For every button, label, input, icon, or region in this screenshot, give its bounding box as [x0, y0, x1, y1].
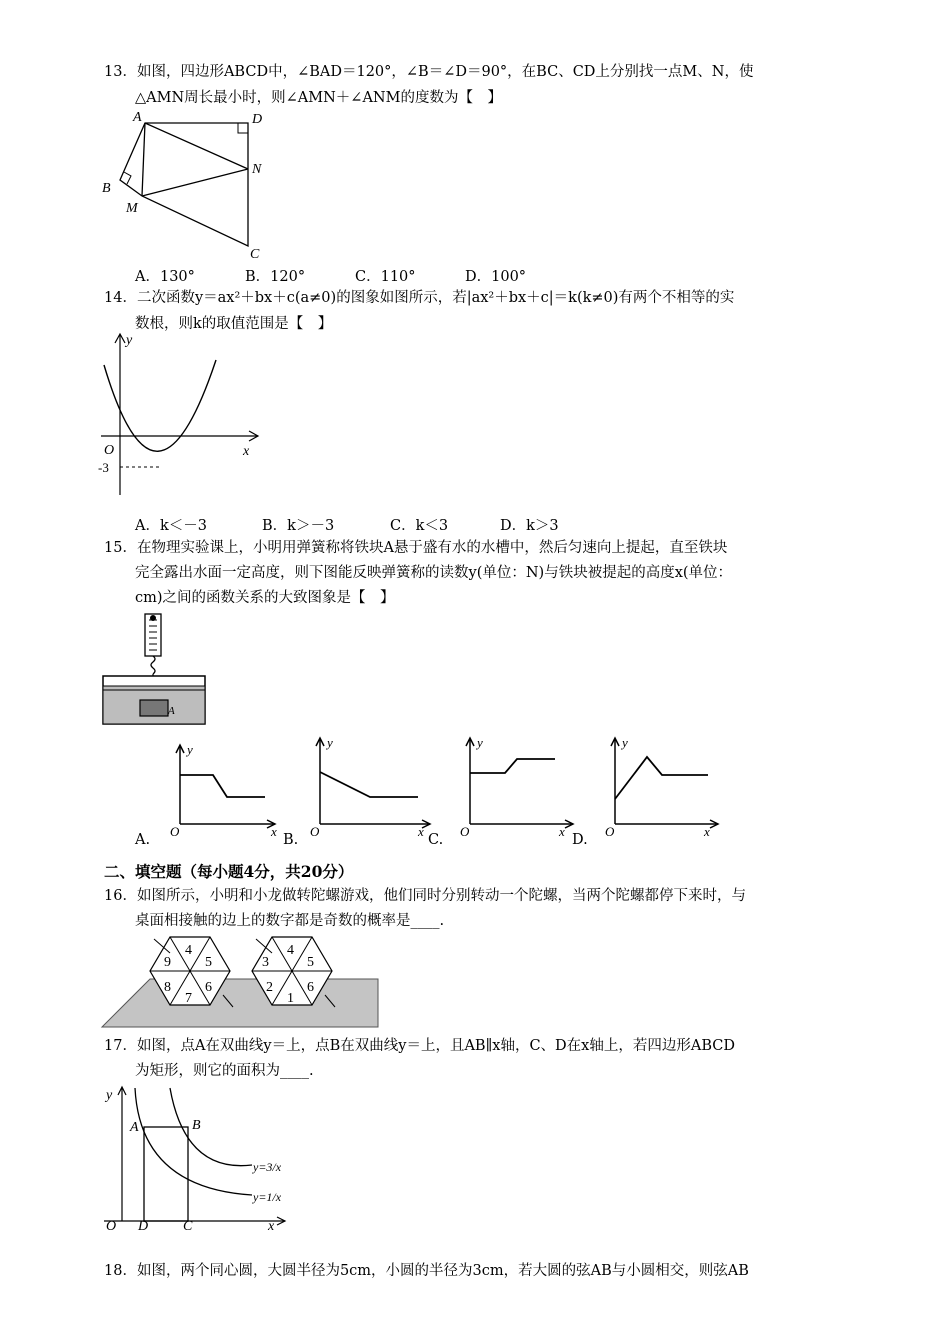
q18-line1: 18．如图，两个同心圆，大圆半径为5cm，小圆的半径为3cm，若大圆的弦AB与小圆相交，则弦AB	[104, 1263, 749, 1279]
q14-option-b: B．k＞－3	[262, 518, 335, 534]
q15-graph-b	[305, 735, 435, 837]
q13-label-a: A	[133, 110, 142, 125]
q16-top2-1: 1	[287, 991, 294, 1006]
svg-text:A: A	[168, 705, 175, 717]
q17-label-c: C	[183, 1219, 193, 1234]
q15-graph-d-x: x	[704, 824, 710, 839]
q15-graph-c-x: x	[559, 824, 565, 839]
q16-top2-3: 3	[262, 955, 269, 970]
q16-top1-9: 9	[164, 955, 171, 970]
q15-graph-a-o: O	[170, 824, 180, 839]
q14-line1: 14．二次函数y＝ax²＋bx＋c(a≠0)的图象如图所示，若|ax²＋bx＋c|＝k(k≠0)有两个不相等的实	[104, 290, 735, 306]
q13-label-n: N	[252, 162, 262, 177]
q13-label-b: B	[102, 181, 111, 196]
q13-option-d: D．100°	[465, 269, 527, 285]
q15-option-c: C.	[428, 832, 444, 848]
q13-option-a: A．130°	[135, 269, 195, 285]
q17-hyperbola-figure	[100, 1083, 300, 1238]
q17-line2: 为矩形，则它的面积为____.	[135, 1063, 314, 1079]
q16-top2-6: 6	[307, 980, 314, 995]
q17-label-y: y	[106, 1088, 113, 1103]
q15-graph-d-o: O	[605, 824, 615, 839]
q15-graph-b-y: y	[327, 735, 333, 750]
q13-option-c: C．110°	[355, 269, 416, 285]
q15-graph-c-o: O	[460, 824, 470, 839]
q15-line2: 完全露出水面一定高度，则下图能反映弹簧称的读数y(单位：N)与铁块被提起的高度x(单位：	[135, 565, 733, 581]
q13-line2: △AMN周长最小时，则∠AMN＋∠ANM的度数为【 】	[135, 90, 502, 106]
q17-label-b: B	[192, 1118, 201, 1133]
q17-curve-label-1x: y=1/x	[253, 1190, 282, 1204]
q15-line1: 15．在物理实验课上，小明用弹簧称将铁块A悬于盛有水的水槽中，然后匀速向上提起，直至铁块	[104, 540, 728, 556]
q15-option-d: D.	[572, 832, 588, 848]
q16-top1-7: 7	[185, 991, 192, 1006]
q15-option-b: B.	[283, 832, 299, 848]
q14-line2: 数根，则k的取值范围是【 】	[135, 316, 333, 332]
q15-graph-a	[165, 742, 280, 837]
q16-top2-2: 2	[266, 980, 273, 995]
q13-quadrilateral-figure	[100, 108, 280, 263]
q17-line1: 17．如图，点A在双曲线y＝上，点B在双曲线y＝上，且AB∥x轴，C、D在x轴上，若四边形ABCD	[104, 1038, 735, 1054]
q16-top1-8: 8	[164, 980, 171, 995]
q15-graph-b-o: O	[310, 824, 320, 839]
q17-label-d: D	[138, 1219, 149, 1234]
q15-graph-a-x: x	[271, 824, 277, 839]
q13-label-m: M	[126, 201, 138, 216]
q13-line1: 13．如图，四边形ABCD中，∠BAD＝120°，∠B＝∠D＝90°，在BC、CD上分别找一点M、N，使	[104, 64, 754, 80]
q16-top2-4: 4	[287, 943, 294, 958]
q14-label-o: O	[104, 443, 115, 458]
q15-graph-d-y: y	[622, 735, 628, 750]
q16-top2-5: 5	[307, 955, 314, 970]
q16-top1-4: 4	[185, 943, 192, 958]
q14-option-c: C．k＜3	[390, 518, 449, 534]
q15-graph-c	[455, 735, 580, 837]
q15-graph-d	[600, 735, 725, 837]
q14-option-d: D．k＞3	[500, 518, 559, 534]
q17-label-a: A	[130, 1120, 139, 1135]
q17-label-o: O	[106, 1219, 117, 1234]
q16-line2: 桌面相接触的边上的数字都是奇数的概率是____.	[135, 913, 445, 929]
q15-graph-c-y: y	[477, 735, 483, 750]
q14-label-minus3: -3	[98, 460, 109, 475]
section-2-title: 二、填空题（每小题4分，共20分）	[104, 862, 354, 881]
q13-label-c: C	[250, 247, 260, 262]
q13-label-d: D	[252, 112, 263, 127]
q14-parabola-figure	[96, 330, 266, 500]
q16-spinning-tops-figure	[100, 933, 385, 1033]
q14-option-a: A．k＜－3	[135, 518, 207, 534]
q15-graph-a-y: y	[187, 742, 193, 757]
q17-label-x: x	[268, 1219, 275, 1234]
q13-option-b: B．120°	[245, 269, 306, 285]
q15-option-a: A.	[135, 832, 151, 848]
q14-label-y: y	[126, 333, 133, 348]
q16-top1-5: 5	[205, 955, 212, 970]
q14-label-x: x	[243, 444, 250, 459]
q16-line1: 16．如图所示，小明和小龙做转陀螺游戏，他们同时分别转动一个陀螺，当两个陀螺都停下来时，与	[104, 888, 746, 904]
q16-top1-6: 6	[205, 980, 212, 995]
q15-graph-b-x: x	[418, 824, 424, 839]
q15-spring-scale-figure	[100, 612, 210, 727]
q15-line3: cm)之间的函数关系的大致图象是【 】	[135, 590, 395, 606]
q17-curve-label-3x: y=3/x	[253, 1160, 282, 1174]
